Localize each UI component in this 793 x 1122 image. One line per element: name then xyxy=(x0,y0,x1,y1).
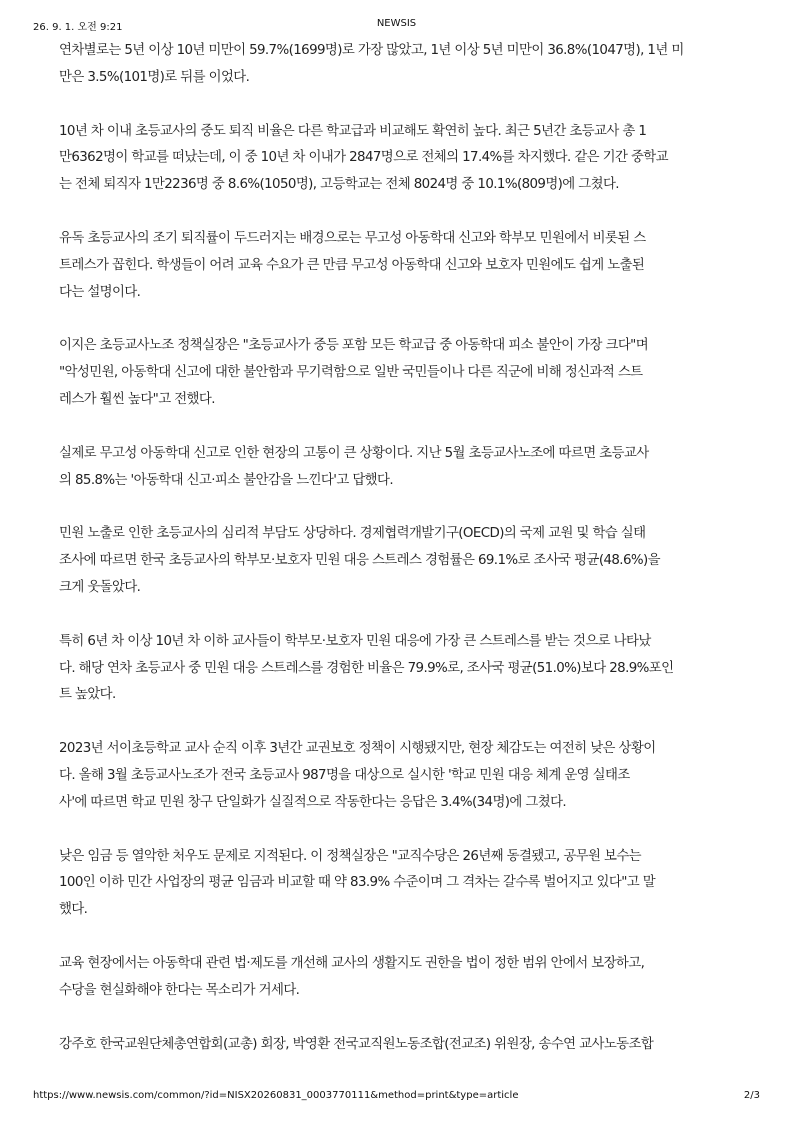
article-body xyxy=(59,38,741,1085)
page-url: https://www.newsis.com/common/?id=NISX20260831_0003770111&method=print&type=article xyxy=(33,1090,519,1101)
article-paragraph: 2023년 서이초등학교 교사 순직 이후 3년간 교권보호 정책이 시행됐지만, 현장 체감도는 여전히 낮은 상황이 다. 올해 3월 초등교사노조가 전국 초등교사 987명을 대상으로 실시한 '학교 민원 대응 체계 운영 실태조 사'에 따르면 학교 민원 창구 단일화가 실질적으로 작동한다는 응답은 3.4%(34명)에 그쳤다. xyxy=(59,741,656,810)
article-paragraph: 특히 6년 차 이상 10년 차 이하 교사들이 학부모·보호자 민원 대응에 가장 큰 스트레스를 받는 것으로 나타났 다. 해당 연차 초등교사 중 민원 대응 스트레스를 경험한 비율은 79.9%로, 조사국 평균(51.0%)보다 28.9%포인 트 높았다. xyxy=(59,633,674,703)
article-paragraph: 낮은 임금 등 열악한 처우도 문제로 지적된다. 이 정책실장은 "교직수당은 26년째 동결됐고, 공무원 보수는 100인 이하 민간 사업장의 평균 임금과 비교할 때 약 83.9% 수준이며 그 격차는 갈수록 벌어지고 있다"고 말 했다. xyxy=(59,848,656,918)
article-paragraph: 이지은 초등교사노조 정책실장은 "초등교사가 중등 포함 모든 학교급 중 아동학대 피소 불안이 가장 크다"며 "악성민원, 아동학대 신고에 대한 불안함과 무기력함으로 일반 국민들이나 다른 직군에 비해 정신과적 스트 레스가 훨씬 높다"고 전했다. xyxy=(59,338,649,407)
article-paragraph: 연차별로는 5년 이상 10년 미만이 59.7%(1699명)로 가장 많았고, 1년 이상 5년 미만이 36.8%(1047명), 1년 미 만은 3.5%(101명)로 뒤를 이었다. xyxy=(59,43,684,85)
article-paragraph: 유독 초등교사의 조기 퇴직률이 두드러지는 배경으로는 무고성 아동학대 신고와 학부모 민원에서 비롯된 스 트레스가 꼽힌다. 학생들이 어려 교육 수요가 큰 만큼 무고성 아동학대 신고와 보호자 민원에도 쉽게 노출된 다는 설명이다. xyxy=(59,230,646,300)
article-paragraph: 민원 노출로 인한 초등교사의 심리적 부담도 상당하다. 경제협력개발기구(OECD)의 국제 교원 및 학습 실태 조사에 따르면 한국 초등교사의 학부모·보호자 민원 대응 스트레스 경험률은 69.1%로 조사국 평균(48.6%)을 크게 웃돌았다. xyxy=(59,526,660,595)
page-number: 2/3 xyxy=(743,1090,760,1101)
article-paragraph: 실제로 무고성 아동학대 신고로 인한 현장의 고통이 큰 상황이다. 지난 5월 초등교사노조에 따르면 초등교사 의 85.8%는 '아동학대 신고·피소 불안감을 느낀다'고 답했다. xyxy=(59,445,649,488)
article-paragraph: 10년 차 이내 초등교사의 중도 퇴직 비율은 다른 학교급과 비교해도 확연히 높다. 최근 5년간 초등교사 총 1 만6362명이 학교를 떠났는데, 이 중 10년 차 이내가 2847명으로 전체의 17.4%를 차지했다. 같은 기간 중학교 는 전체 퇴직자 1만2236명 중 8.6%(1050명), 고등학교는 전체 8024명 중 10.1%(809명)에 그쳤다. xyxy=(59,123,668,193)
article-paragraph: 강주호 한국교원단체총연합회(교총) 회장, 박영환 전국교직원노동조합(전교조) 위원장, 송수연 교사노동조합 xyxy=(59,1036,654,1052)
print-datetime: 26. 9. 1. 오전 9:21 xyxy=(33,22,123,33)
article-paragraph: 교육 현장에서는 아동학대 관련 법·제도를 개선해 교사의 생활지도 권한을 법이 정한 범위 안에서 보장하고, 수당을 현실화해야 한다는 목소리가 거세다. xyxy=(59,955,645,998)
site-name: NEWSIS xyxy=(376,18,417,29)
